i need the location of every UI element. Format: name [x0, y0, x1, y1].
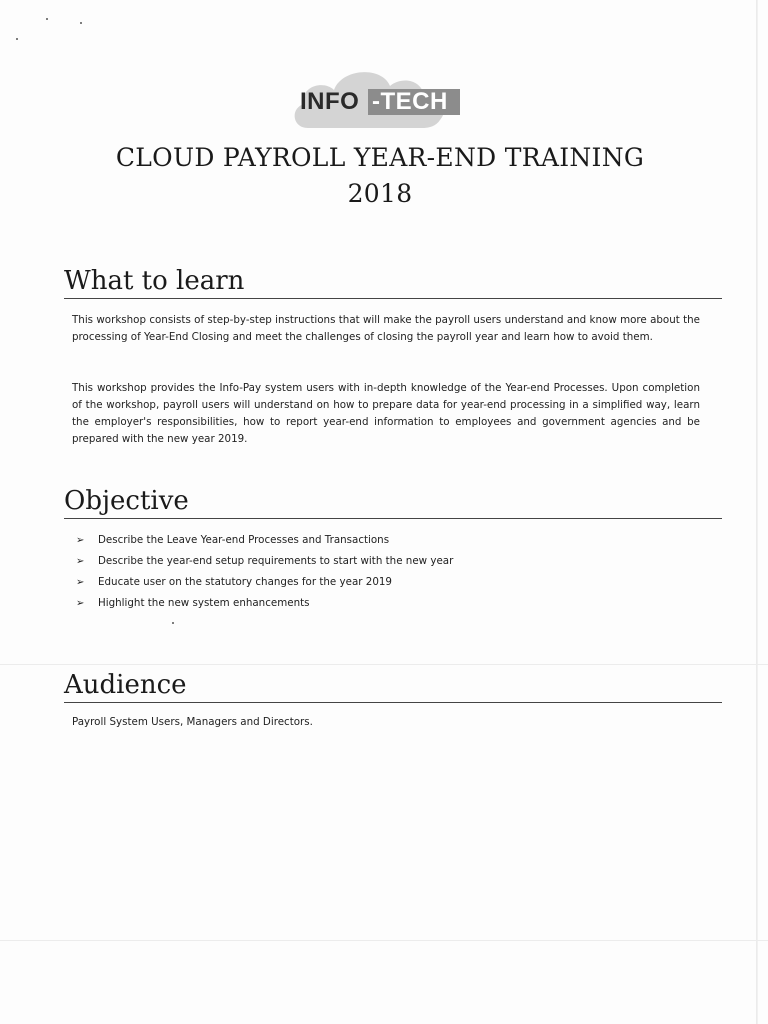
- scan-speck: [80, 22, 82, 24]
- objective-item: Describe the Leave Year-end Processes and Transactions: [98, 534, 390, 546]
- objective-item: Educate user on the statutory changes for the year 2019: [98, 576, 392, 588]
- arrow-bullet-icon: ➢: [76, 598, 85, 609]
- objective-heading: Objective: [64, 486, 722, 519]
- info-tech-logo: [290, 64, 480, 130]
- title-line-1: CLOUD PAYROLL YEAR-END TRAINING: [115, 143, 645, 172]
- list-item: [76, 551, 453, 572]
- title-line-2: 2018: [347, 179, 413, 208]
- arrow-bullet-icon: ➢: [76, 535, 85, 546]
- what-to-learn-paragraph-2: This workshop provides the Info-Pay system users with in-depth knowledge of the Year-end Processes. Upon completion of the workshop, payroll users will understand on how to prepare data for year-end processing in a simplified way, learn the employer's responsibilities, how to report year-end information to employees and government agencies and be prepared with the new year 2019.: [72, 382, 700, 445]
- objective-item: Describe the year-end setup requirements to start with the new year: [98, 555, 454, 567]
- scan-speck: [172, 622, 174, 624]
- audience-heading: Audience: [64, 670, 722, 703]
- scan-speck: [46, 18, 48, 20]
- audience-text: Payroll System Users, Managers and Directors.: [72, 716, 313, 728]
- logo-info-text: INFO: [300, 88, 360, 115]
- objective-list: [76, 530, 453, 614]
- arrow-bullet-icon: ➢: [76, 556, 85, 567]
- what-to-learn-heading: What to learn: [64, 266, 722, 299]
- logo-tech-text: -TECH: [368, 89, 460, 115]
- scan-edge: [756, 0, 758, 1024]
- scan-speck: [16, 38, 18, 40]
- scan-line: [0, 940, 768, 941]
- what-to-learn-paragraph-1: This workshop consists of step-by-step instructions that will make the payroll users understand and know more about the processing of Year-End Closing and meet the challenges of closing the payroll year and learn how to avoid them.: [72, 314, 700, 343]
- document-title: [40, 140, 720, 212]
- list-item: [76, 593, 453, 614]
- list-item: [76, 530, 453, 551]
- list-item: [76, 572, 453, 593]
- objective-item: Highlight the new system enhancements: [98, 597, 310, 609]
- arrow-bullet-icon: ➢: [76, 577, 85, 588]
- scan-line: [0, 664, 768, 665]
